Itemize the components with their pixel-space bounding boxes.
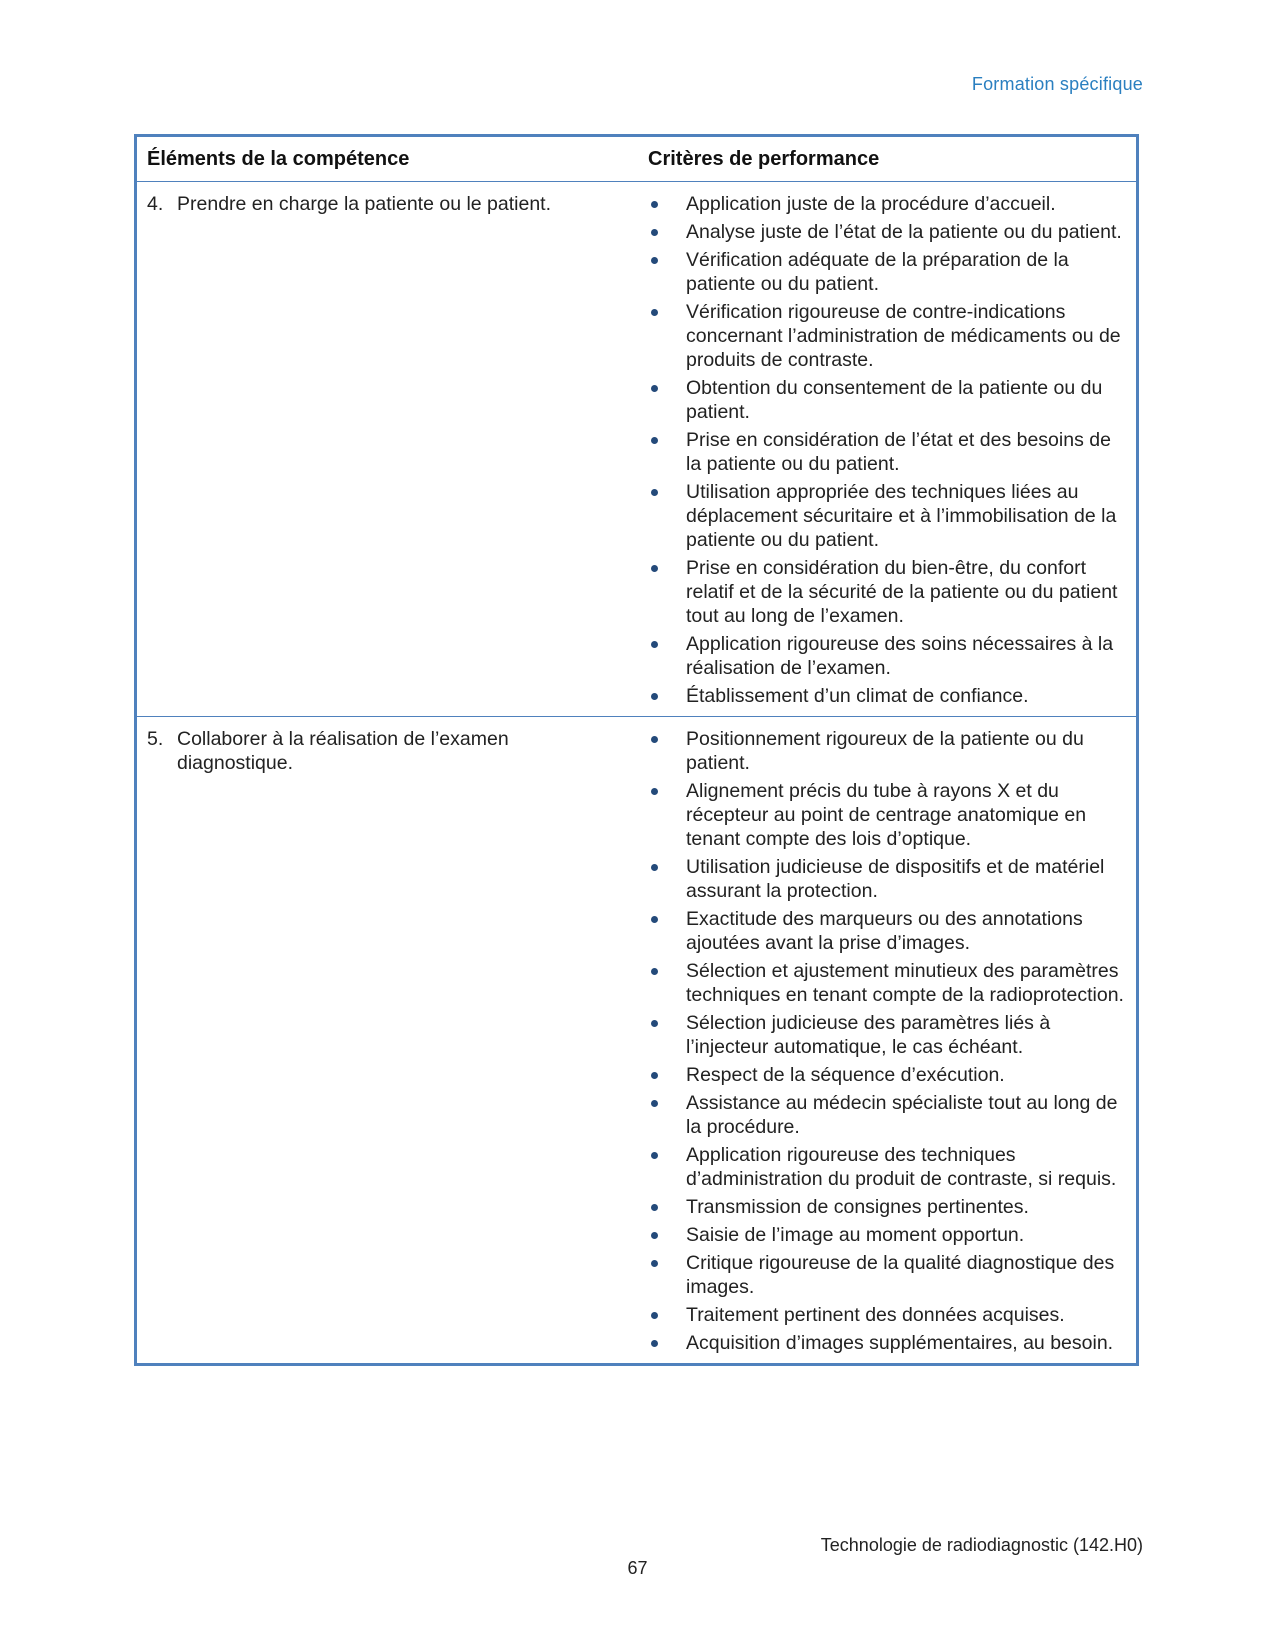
criteria-item xyxy=(646,220,1130,244)
criteria-text: Application rigoureuse des soins nécessaires à la réalisation de l’examen. xyxy=(686,633,1114,679)
table-row xyxy=(137,182,1136,717)
bullet-icon xyxy=(651,1100,658,1107)
bullet-icon xyxy=(651,1312,658,1319)
bullet-icon xyxy=(651,437,658,444)
header-elements: Éléments de la compétence xyxy=(137,137,638,182)
bullet-icon xyxy=(651,229,658,236)
criteria-item xyxy=(646,300,1130,372)
criteria-item xyxy=(646,855,1130,903)
criteria-text: Transmission de consignes pertinentes. xyxy=(686,1196,1029,1218)
element-number: 4. xyxy=(147,193,164,215)
footer-program-title: Technologie de radiodiagnostic (142.H0) xyxy=(820,1535,1143,1555)
criteria-item xyxy=(646,1223,1130,1247)
competence-table-grid xyxy=(137,137,1136,1363)
element-number: 5. xyxy=(147,728,164,750)
bullet-icon xyxy=(651,641,658,648)
criteria-text: Critique rigoureuse de la qualité diagnostique des images. xyxy=(686,1252,1115,1298)
criteria-text: Traitement pertinent des données acquises. xyxy=(686,1304,1065,1326)
bullet-icon xyxy=(651,309,658,316)
criteria-text: Application rigoureuse des techniques d’administration du produit de contraste, si requis. xyxy=(686,1144,1117,1190)
bullet-icon xyxy=(651,1020,658,1027)
criteria-text: Assistance au médecin spécialiste tout au long de la procédure. xyxy=(686,1092,1118,1138)
bullet-icon xyxy=(651,565,658,572)
bullet-icon xyxy=(651,385,658,392)
criteria-text: Application juste de la procédure d’accueil. xyxy=(686,193,1056,215)
criteria-item xyxy=(646,632,1130,680)
criteria-list xyxy=(646,192,1130,708)
criteria-text: Saisie de l’image au moment opportun. xyxy=(686,1224,1025,1246)
criteria-text: Sélection et ajustement minutieux des paramètres techniques en tenant compte de la radioprotection. xyxy=(686,960,1124,1006)
criteria-item xyxy=(646,1063,1130,1087)
element-label: Collaborer à la réalisation de l’examen diagnostique. xyxy=(177,728,509,774)
criteria-text: Utilisation judicieuse de dispositifs et de matériel assurant la protection. xyxy=(686,856,1105,902)
criteria-text: Positionnement rigoureux de la patiente ou du patient. xyxy=(686,728,1084,774)
bullet-icon xyxy=(651,788,658,795)
criteria-item xyxy=(646,1195,1130,1219)
element-label: Prendre en charge la patiente ou le patient. xyxy=(177,193,552,215)
criteria-text: Alignement précis du tube à rayons X et du récepteur au point de centrage anatomique en tenant compte des lois d’optique. xyxy=(686,780,1087,850)
table-body xyxy=(137,182,1136,1364)
criteria-list xyxy=(646,727,1130,1355)
criteria-text: Respect de la séquence d’exécution. xyxy=(686,1064,1005,1086)
criteria-item xyxy=(646,1251,1130,1299)
criteria-item xyxy=(646,1143,1130,1191)
criteria-text: Vérification rigoureuse de contre-indications concernant l’administration de médicaments ou de produits de contraste. xyxy=(686,301,1121,371)
criteria-item xyxy=(646,1011,1130,1059)
bullet-icon xyxy=(651,736,658,743)
competence-table xyxy=(134,134,1139,1366)
bullet-icon xyxy=(651,1152,658,1159)
bullet-icon xyxy=(651,1072,658,1079)
page-number: 67 xyxy=(627,1558,648,1578)
bullet-icon xyxy=(651,1260,658,1267)
criteria-text: Exactitude des marqueurs ou des annotations ajoutées avant la prise d’images. xyxy=(686,908,1083,954)
criteria-item xyxy=(646,428,1130,476)
criteria-text: Obtention du consentement de la patiente ou du patient. xyxy=(686,377,1103,423)
element-text xyxy=(147,192,624,216)
bullet-icon xyxy=(651,1340,658,1347)
criteria-item xyxy=(646,959,1130,1007)
element-cell xyxy=(137,182,638,717)
criteria-text: Utilisation appropriée des techniques liées au déplacement sécuritaire et à l’immobilisation de la patiente ou du patient. xyxy=(686,481,1117,551)
criteria-text: Analyse juste de l’état de la patiente ou du patient. xyxy=(686,221,1122,243)
criteria-item xyxy=(646,1303,1130,1327)
bullet-icon xyxy=(651,916,658,923)
criteria-item xyxy=(646,376,1130,424)
section-label: Formation spécifique xyxy=(971,74,1143,94)
table-header-row xyxy=(137,137,1136,182)
criteria-item xyxy=(646,1091,1130,1139)
criteria-item xyxy=(646,684,1130,708)
criteria-item xyxy=(646,907,1130,955)
bullet-icon xyxy=(651,489,658,496)
criteria-item xyxy=(646,480,1130,552)
criteria-item xyxy=(646,248,1130,296)
bullet-icon xyxy=(651,864,658,871)
criteria-item xyxy=(646,192,1130,216)
criteria-text: Sélection judicieuse des paramètres liés à l’injecteur automatique, le cas échéant. xyxy=(686,1012,1051,1058)
criteria-text: Établissement d’un climat de confiance. xyxy=(686,685,1029,707)
element-text xyxy=(147,727,624,775)
bullet-icon xyxy=(651,257,658,264)
bullet-icon xyxy=(651,1232,658,1239)
criteria-item xyxy=(646,727,1130,775)
bullet-icon xyxy=(651,968,658,975)
criteria-text: Acquisition d’images supplémentaires, au besoin. xyxy=(686,1332,1114,1354)
bullet-icon xyxy=(651,1204,658,1211)
criteria-cell xyxy=(638,182,1136,717)
bullet-icon xyxy=(651,201,658,208)
header-criteria: Critères de performance xyxy=(638,137,1136,182)
criteria-item xyxy=(646,779,1130,851)
criteria-text: Vérification adéquate de la préparation de la patiente ou du patient. xyxy=(686,249,1069,295)
element-cell xyxy=(137,717,638,1364)
table-row xyxy=(137,717,1136,1364)
bullet-icon xyxy=(651,693,658,700)
criteria-text: Prise en considération du bien-être, du confort relatif et de la sécurité de la patiente ou du patient tout au long de l’examen. xyxy=(686,557,1118,627)
criteria-text: Prise en considération de l’état et des besoins de la patiente ou du patient. xyxy=(686,429,1111,475)
criteria-item xyxy=(646,556,1130,628)
criteria-cell xyxy=(638,717,1136,1364)
criteria-item xyxy=(646,1331,1130,1355)
